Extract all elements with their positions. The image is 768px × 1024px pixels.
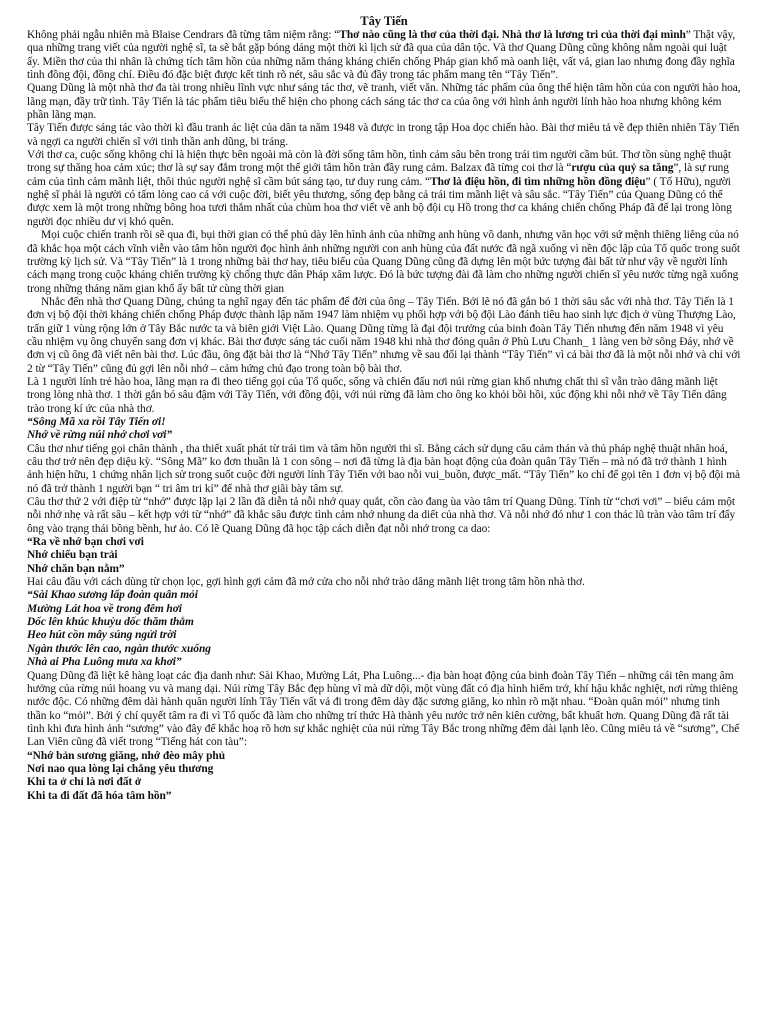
poem-line bbox=[27, 643, 741, 656]
emphasis-text: Nhớ về rừng núi nhớ chơi vơi” bbox=[27, 429, 173, 442]
poem-line bbox=[27, 563, 741, 576]
text-run: Hai câu đầu với cách dùng từ chọn lọc, gợi hình gợi cảm đã mở cửa cho nỗi nhớ trào dâng mãnh liệt trong tâm hồn nhà thơ. bbox=[27, 576, 585, 589]
poem-line bbox=[27, 603, 741, 616]
emphasis-text: “Sài Khao sương lấp đoàn quân mỏi bbox=[27, 589, 198, 602]
paragraph bbox=[27, 229, 741, 296]
emphasis-text: “Nhớ bản sương giăng, nhớ đèo mây phủ bbox=[27, 749, 225, 762]
emphasis-text: Ngàn thước lên cao, ngàn thước xuống bbox=[27, 642, 211, 655]
paragraph bbox=[27, 82, 741, 122]
text-run: Câu thơ thứ 2 với điệp từ “nhớ” được lặp lại 2 lần đã diễn tả nỗi nhớ quay quắt, cồn cào đang ùa vào tâm trí Quang Dũng. Tính từ “chơi vơi” – biểu cảm một nỗi nhớ nhẹ và rất sâu – kết hợp với từ “nhớ” đã khắc sâu được tình cảm nhớ nhung da diết của nhà thơ. Và nỗi nhớ đó như 1 con thác lũ tràn vào tâm trí đẩy ông vào trạng thái bồng bềnh, hư ảo. Có lẽ Quang Dũng đã học tập cách diễn đạt nỗi nhớ trong ca dao: bbox=[27, 496, 736, 535]
document-body bbox=[27, 29, 741, 803]
emphasis-text: “Sông Mã xa rồi Tây Tiến ơi! bbox=[27, 415, 166, 428]
emphasis-text: Khi ta ở chỉ là nơi đất ở bbox=[27, 776, 142, 789]
poem-line bbox=[27, 776, 741, 789]
poem-line bbox=[27, 589, 741, 602]
poem-line bbox=[27, 536, 741, 549]
emphasis-text: Khi ta đi đất đã hóa tâm hồn” bbox=[27, 789, 172, 802]
text-run: Không phải ngẫu nhiên mà Blaise Cendrars đã từng tâm niệm rằng: “ bbox=[27, 29, 340, 41]
paragraph bbox=[27, 670, 741, 750]
emphasis-text: Nhớ chiếu bạn trải bbox=[27, 549, 118, 562]
document-title: Tây Tiến bbox=[360, 14, 408, 28]
emphasis-text: Mường Lát hoa về trong đêm hơi bbox=[27, 602, 182, 615]
paragraph bbox=[27, 576, 741, 589]
text-run: ” Thật vậy, qua những trang viết của người nghệ sĩ, ta sẽ bắt gặp bóng dáng một thời kì lịch sử đã qua của dân tộc. Và thơ Quang Dũng cũng không nằm ngoài qui luật ấy. Miền thơ của thi nhân là chứng tích tâm hồn của những năm tháng kháng chiến chống Pháp gian khổ mà oanh liệt, vất vả, gian lao nhưng đong đầy nghĩa tình đồng đội, đồng chí. Điều đó đặc biệt được kết tinh rõ nét, sâu sắc và đủ đầy trong tác phẩm mang tên “Tây Tiến”. bbox=[27, 29, 736, 82]
poem-line bbox=[27, 429, 741, 442]
text-run: ” ( Tố Hữu), người nghệ sĩ phải là người có tấm lòng cao cả với cuộc đời, biết yêu thương, sống đẹp bằng cả trái tim mãnh liệt và sâu sắc. “Tây Tiến” của Quang Dũng có thể được xem là một trong những bông hoa tươi thắm nhất của chùm hoa thơ viết về anh bộ đội cụ Hồ trong thơ ca kháng chiến chống Pháp đã để lại trong lòng người đọc nhiều dư vị khó quên. bbox=[27, 175, 732, 228]
poem-line bbox=[27, 790, 741, 803]
paragraph bbox=[27, 149, 741, 229]
poem-line bbox=[27, 416, 741, 429]
emphasis-text: Nơi nao qua lòng lại chẳng yêu thương bbox=[27, 762, 214, 775]
text-run: Mọi cuộc chiến tranh rồi sẽ qua đi, bụi thời gian có thể phủ dày lên hình ảnh của những anh hùng vô danh, nhưng văn học với sứ mệnh thiêng liêng của nó đã khắc họa một cách vĩnh viễn vào tâm hồn người đọc hình ảnh những người con anh hùng của đất nước đã ngã xuống vì nền độc lập của Tổ quốc trong suốt trường kỳ lịch sử. Và “Tây Tiến” là 1 trong những bài thơ hay, tiêu biểu của Quang Dũng cũng đã dựng lên một bức tượng đài bất tử như vậy về người lính cách mạng trong cuộc kháng chiến trường kỳ chống thực dân Pháp xâm lược. Đó là bức tượng đài đã làm cho những người chiến sĩ yêu nước từng ngã xuống trong những tháng năm gian khổ ấy bất tử cùng thời gian bbox=[27, 229, 740, 295]
emphasis-text: Thơ nào cũng là thơ của thời đại. Nhà thơ là lương tri của thời đại mình bbox=[339, 29, 686, 41]
poem-line bbox=[27, 549, 741, 562]
paragraph bbox=[27, 496, 741, 536]
text-run: Quang Dũng đã liệt kê hàng loạt các địa danh như: Sài Khao, Mường Lát, Pha Luông...- địa bàn hoạt động của binh đoàn Tây Tiến – những cái tên mang âm hưởng của rừng núi hoang vu và mang dại. Núi rừng Tây Bắc đẹp hùng vĩ mà dữ dội, một vùng đất có địa hình hiểm trở, khí hậu khắc nghiệt, nơi rừng thiêng nước độc. Có những đêm dài hành quân người lính Tây Tiến vất vả đi trong đêm dày đặc sương giăng, ko nhìn rõ mặt nhau. “Đoàn quân mỏi” nhưng tinh thần ko “mỏi”. Bởi ý chí quyết tâm ra đi vì Tổ quốc đã làm cho những trí thức Hà thành yêu nước trở nên kiên cường, bất khuất hơn. Quang Dũng đã rất tài tình khi đưa hình ảnh “sương” vào đây để khắc hoạ rõ hơn sự khắc nghiệt của núi rừng Tây Bắc trong những đêm dài lạnh lẽo. Cũng miêu tả về “sương”, Chế Lan Viên cũng đã viết trong “Tiếng hát con tàu”: bbox=[27, 669, 740, 749]
paragraph bbox=[27, 122, 741, 149]
poem-line bbox=[27, 629, 741, 642]
text-run: ”, là sự rung cảm của tình cảm mãnh liệt, thôi thúc người nghệ sĩ cầm bút sáng tạo, tư duy rung cảm. “ bbox=[27, 162, 729, 188]
emphasis-text: Heo hút cồn mây súng ngửi trời bbox=[27, 629, 177, 642]
poem-line bbox=[27, 750, 741, 763]
emphasis-text: Dốc lên khúc khuỷu dốc thăm thẳm bbox=[27, 616, 194, 629]
emphasis-text: rượu của quỷ sa tăng bbox=[571, 162, 674, 175]
emphasis-text: Thơ là điệu hồn, đi tìm những hồn đồng điệu bbox=[430, 175, 646, 188]
text-run: Quang Dũng là một nhà thơ đa tài trong nhiều lĩnh vực như sáng tác thơ, vẽ tranh, viết văn. Những tác phẩm của ông thể hiện tâm hồn của con người hào hoa, lãng mạn, đầy trữ tình. Tây Tiến là tác phẩm tiêu biểu thể hiện cho phong cách sáng tác thơ ca của ông với hình ảnh người lính hào hoa nhưng không kém phần lãng mạn. bbox=[27, 82, 741, 122]
paragraph bbox=[27, 376, 741, 416]
emphasis-text: “Ra về nhớ bạn chơi vơi bbox=[27, 536, 144, 549]
emphasis-text: Nhà ai Pha Luông mưa xa khơi” bbox=[27, 656, 182, 669]
paragraph bbox=[27, 29, 741, 82]
text-run: Với thơ ca, cuộc sống không chỉ là hiện thực bên ngoài mà còn là đời sống tâm hồn, tình cảm sâu bên trong trái tim người cầm bút. Thơ tồn sùng nghệ thuật trong sự thăng hoa cảm xúc; thơ là sự say đắm trong một thế giới tâm hồn tràn đầy rung cảm. Balzax đã từng coi thơ là “ bbox=[27, 149, 731, 175]
paragraph bbox=[27, 443, 741, 496]
poem-line bbox=[27, 763, 741, 776]
text-run: Tây Tiến được sáng tác vào thời kì đầu tranh ác liệt của dân ta năm 1948 và được in trong tập Hoa dọc chiến hào. Bài thơ miêu tả về đẹp thiên nhiên Tây Tiến và ngợi ca người chiến sĩ với tinh thần anh dũng, bi tráng. bbox=[27, 122, 740, 148]
text-run: Nhắc đến nhà thơ Quang Dũng, chúng ta nghĩ ngay đến tác phẩm để đời của ông – Tây Tiến. Bởi lẽ nó đã gắn bó 1 thời sâu sắc với nhà thơ. Tây Tiến là 1 đơn vị bộ đội thời kháng chiến chống Pháp được thành lập năm 1947 làm nhiệm vụ phối hợp với bộ đội Lào đánh tiêu hao sinh lực địch ở vùng Thượng Lào, trấn giữ 1 vùng rộng lớn ở Tây Bắc nước ta và biên giới Việt Lào. Quang Dũng từng là đại đội trưởng của binh đoàn Tây Tiến nhưng đến năm 1948 vì yêu cầu nhiệm vụ ông chuyển sang đơn vị khác. Bài thơ được sáng tác cuối năm 1948 khi nhà thơ đóng quân ở Phù Lưu Chanh_ 1 làng ven bờ sông Đáy, nhớ về đơn vị cũ ông đã viết nên bài thơ. Lúc đầu, ông đặt bài thơ là “Nhớ Tây Tiến” nhưng về sau đổi lại thành “Tây Tiến” vì cả bài thơ đã là một nỗi nhớ và chỉ với 2 từ “Tây Tiến” cũng đủ gợi lên nỗi nhớ – cảm hứng chủ đạo trong toàn bộ bài thơ. bbox=[27, 295, 741, 375]
poem-line bbox=[27, 656, 741, 669]
poem-line bbox=[27, 616, 741, 629]
paragraph bbox=[27, 296, 741, 376]
emphasis-text: Nhớ chăn bạn nằm” bbox=[27, 562, 125, 575]
text-run: Là 1 người lính trẻ hào hoa, lãng mạn ra đi theo tiếng gọi của Tổ quốc, sống và chiến đấu nơi núi rừng gian khổ nhưng chất thi sĩ vẫn trào dâng mãnh liệt trong lòng nhà thơ. 1 thời gắn bó sâu đậm với Tây Tiến, với đồng đội, với núi rừng đã làm cho ông ko khỏi bồi hồi, xúc động khi nỗi nhớ về Tây Tiến dâng trào trong kí ức của nhà thơ. bbox=[27, 375, 727, 415]
text-run: Câu thơ như tiếng gọi chân thành , tha thiết xuất phát từ trái tim và tâm hồn người thi sĩ. Bằng cách sử dụng câu cảm thán và thủ pháp nghệ thuật nhân hoá, câu thơ trở nên đẹp diệu kỳ. “Sông Mã” ko đơn thuần là 1 con sông – nơi đã từng là địa bàn hoạt động của đoàn quân Tây Tiến – mà nó đã trở thành 1 hình ảnh hiện hữu, 1 chứng nhân lịch sử trong suốt cuộc đời người lính Tây Tiến với bao nỗi vui_buồn, được_mất. “Tây Tiến” ko chỉ để gọi tên 1 đơn vị bộ đội mà nó đã trở thành 1 người bạn “ tri âm tri kỉ” để nhà thơ giãi bày tâm sự. bbox=[27, 442, 741, 495]
